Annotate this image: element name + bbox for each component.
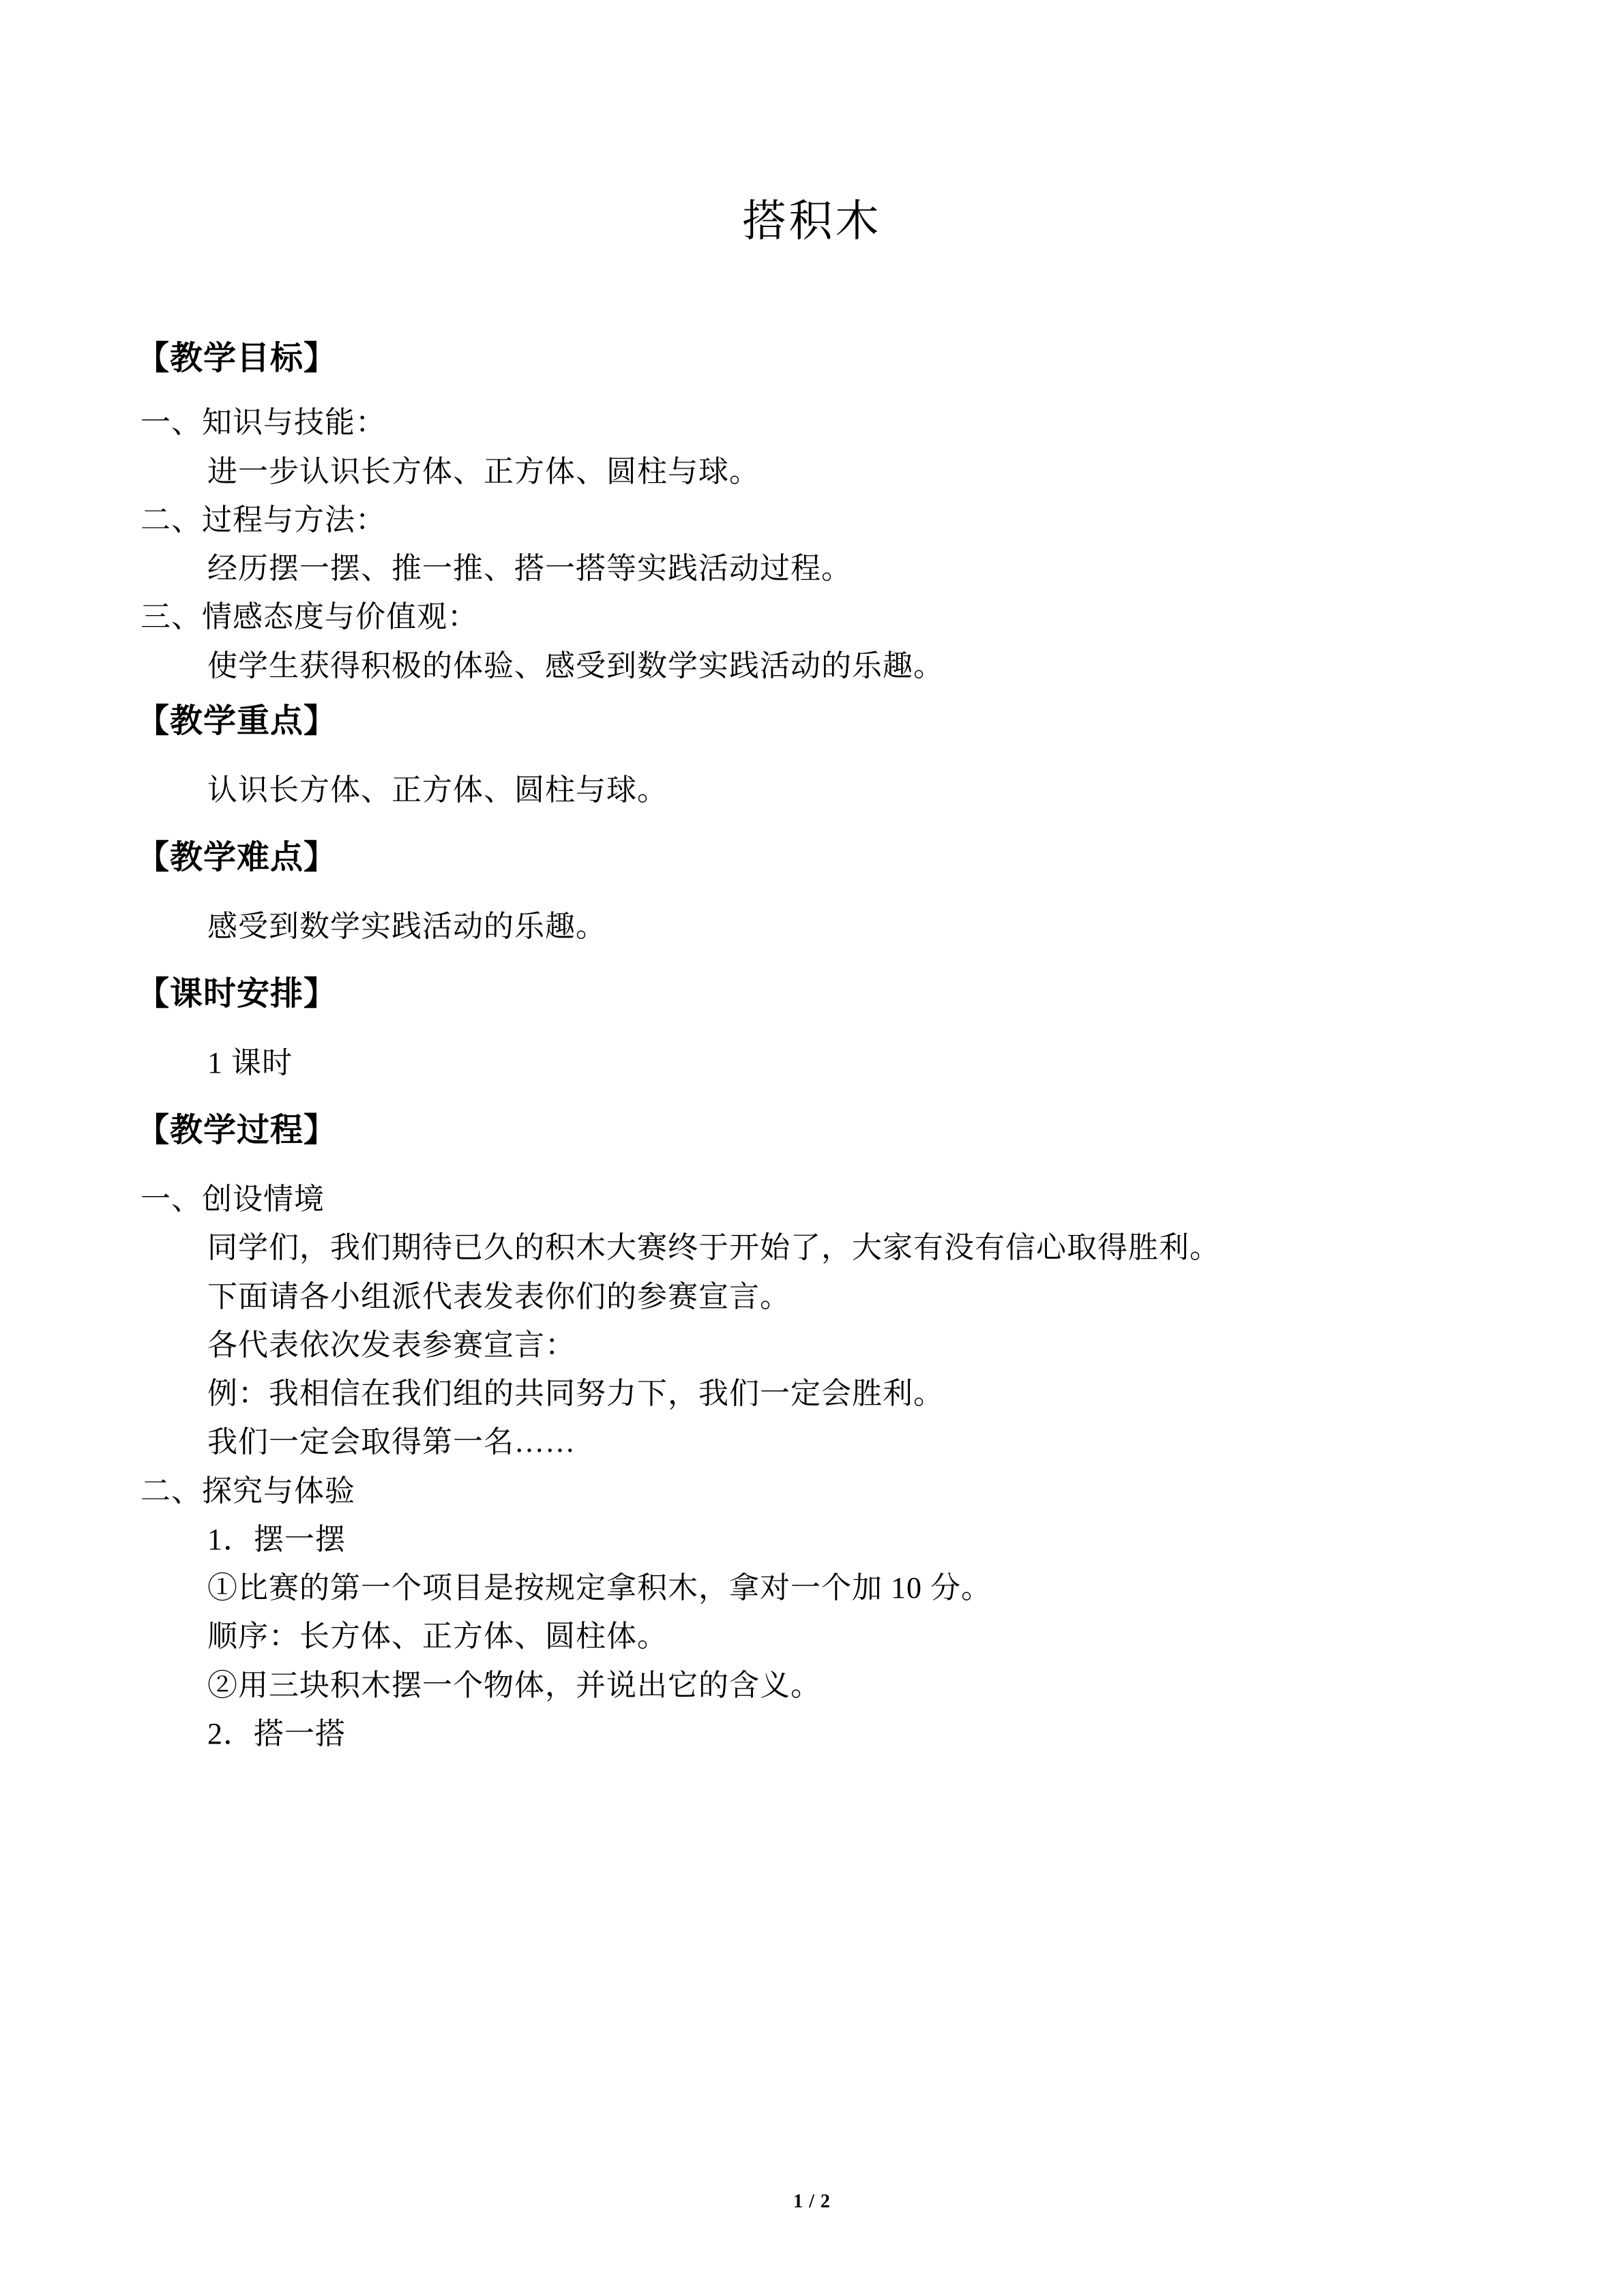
section-line: 三、情感态度与价值观： bbox=[141, 600, 478, 634]
spacer bbox=[136, 385, 1488, 398]
section-line: 例：我相信在我们组的共同努力下，我们一定会胜利。 bbox=[207, 1377, 944, 1411]
section-line: ①比赛的第一个项目是按规定拿积木，拿对一个加 10 分。 bbox=[207, 1571, 992, 1605]
section-line: 感受到数学实践活动的乐趣。 bbox=[207, 909, 606, 943]
section-line: 顺序：长方体、正方体、圆柱体。 bbox=[207, 1620, 668, 1654]
section-heading: 【教学过程】 bbox=[136, 1112, 338, 1149]
page-footer: 1 / 2 bbox=[793, 2191, 831, 2212]
spacer bbox=[136, 748, 1488, 766]
spacer bbox=[136, 1157, 1488, 1175]
section-line: 各代表依次发表参赛宣言： bbox=[207, 1328, 576, 1362]
section-heading: 【教学难点】 bbox=[136, 839, 338, 876]
spacer bbox=[136, 814, 1488, 832]
section-line: 2．搭一搭 bbox=[207, 1716, 346, 1750]
section-teaching-goals bbox=[136, 333, 1488, 690]
spacer bbox=[136, 690, 1488, 696]
section-line: 进一步认识长方体、正方体、圆柱与球。 bbox=[207, 454, 760, 488]
section-teaching-focus bbox=[136, 696, 1488, 814]
section-line: 1 课时 bbox=[207, 1045, 293, 1079]
section-class-hours bbox=[136, 968, 1488, 1087]
section-heading: 【教学重点】 bbox=[136, 702, 338, 739]
spacer bbox=[136, 884, 1488, 902]
section-line: 二、探究与体验 bbox=[141, 1474, 355, 1508]
page-title: 搭积木 bbox=[742, 197, 882, 245]
section-line: 1．摆一摆 bbox=[207, 1522, 346, 1556]
section-line: 我们一定会取得第一名…… bbox=[207, 1425, 576, 1459]
section-line: 二、过程与方法： bbox=[141, 503, 386, 537]
section-teaching-difficulty bbox=[136, 832, 1488, 951]
section-line: 下面请各小组派代表发表你们的参赛宣言。 bbox=[207, 1279, 791, 1313]
section-heading: 【教学目标】 bbox=[136, 340, 338, 376]
title-spacer bbox=[136, 252, 1488, 333]
spacer bbox=[136, 951, 1488, 968]
spacer bbox=[136, 1021, 1488, 1039]
section-line: 使学生获得积极的体验、感受到数学实践活动的乐趣。 bbox=[207, 648, 944, 683]
section-line: 一、知识与技能： bbox=[141, 406, 386, 440]
section-heading: 【课时安排】 bbox=[136, 976, 338, 1013]
section-line: 同学们，我们期待已久的积木大赛终于开始了，大家有没有信心取得胜利。 bbox=[207, 1231, 1220, 1265]
section-line: ②用三块积木摆一个物体，并说出它的含义。 bbox=[207, 1668, 821, 1702]
section-line: 一、创设情境 bbox=[141, 1182, 325, 1216]
section-line: 经历摆一摆、推一推、搭一搭等实践活动过程。 bbox=[207, 552, 852, 586]
section-line: 认识长方体、正方体、圆柱与球。 bbox=[207, 773, 668, 807]
spacer bbox=[136, 1087, 1488, 1105]
section-teaching-process bbox=[136, 1105, 1488, 1758]
